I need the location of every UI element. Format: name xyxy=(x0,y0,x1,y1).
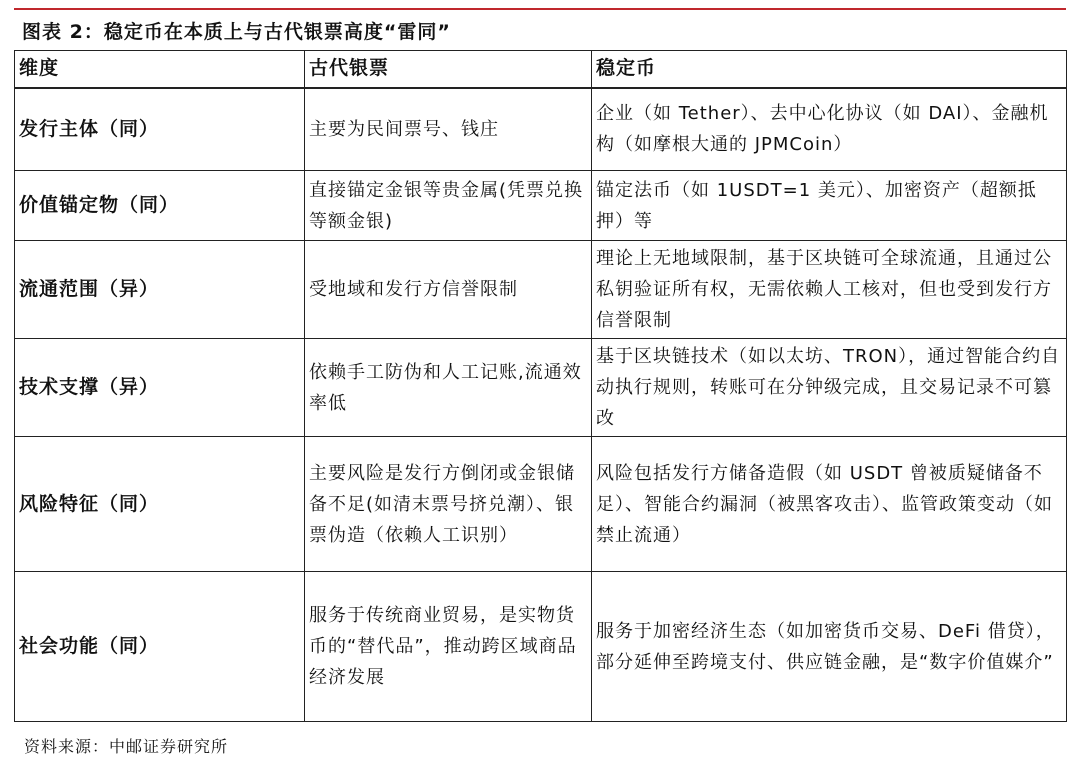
row-dimension: 流通范围（异） xyxy=(15,241,305,339)
row-dimension: 风险特征（同） xyxy=(15,437,305,572)
row-stablecoin-cell: 企业（如 Tether）、去中心化协议（如 DAI）、金融机构（如摩根大通的 JPMCoin） xyxy=(592,88,1067,171)
row-stablecoin-cell: 基于区块链技术（如以太坊、TRON），通过智能合约自动执行规则，转账可在分钟级完成，且交易记录不可篡改 xyxy=(592,339,1067,437)
header-dimension: 维度 xyxy=(15,51,305,88)
header-ancient-banknote: 古代银票 xyxy=(305,51,592,88)
row-stablecoin-cell: 理论上无地域限制，基于区块链可全球流通，且通过公私钥验证所有权，无需依赖人工核对，但也受到发行方信誉限制 xyxy=(592,241,1067,339)
header-stablecoin: 稳定币 xyxy=(592,51,1067,88)
table-header-row xyxy=(15,51,1067,88)
row-ancient-cell: 服务于传统商业贸易，是实物货币的“替代品”，推动跨区域商品经济发展 xyxy=(305,572,592,722)
row-ancient-cell: 直接锚定金银等贵金属(凭票兑换等额金银) xyxy=(305,171,592,241)
source-note: 资料来源：中邮证券研究所 xyxy=(24,737,229,756)
row-ancient-cell: 受地域和发行方信誉限制 xyxy=(305,241,592,339)
row-stablecoin-cell: 锚定法币（如 1USDT=1 美元）、加密资产（超额抵押）等 xyxy=(592,171,1067,241)
row-ancient-cell: 主要为民间票号、钱庄 xyxy=(305,88,592,171)
table-row xyxy=(15,171,1067,241)
row-stablecoin-cell: 风险包括发行方储备造假（如 USDT 曾被质疑储备不足）、智能合约漏洞（被黑客攻击）、监管政策变动（如禁止流通） xyxy=(592,437,1067,572)
table-row xyxy=(15,437,1067,572)
row-dimension: 社会功能（同） xyxy=(15,572,305,722)
row-ancient-cell: 依赖手工防伪和人工记账,流通效率低 xyxy=(305,339,592,437)
table-row xyxy=(15,339,1067,437)
row-dimension: 技术支撑（异） xyxy=(15,339,305,437)
row-ancient-cell: 主要风险是发行方倒闭或金银储备不足(如清末票号挤兑潮）、银票伪造（依赖人工识别） xyxy=(305,437,592,572)
top-rule xyxy=(14,8,1066,10)
table-row xyxy=(15,241,1067,339)
row-dimension: 发行主体（同） xyxy=(15,88,305,171)
comparison-table xyxy=(14,50,1067,722)
table-row xyxy=(15,572,1067,722)
figure-caption: 图表 2：稳定币在本质上与古代银票高度“雷同” xyxy=(22,21,451,43)
table-row xyxy=(15,88,1067,171)
row-stablecoin-cell: 服务于加密经济生态（如加密货币交易、DeFi 借贷），部分延伸至跨境支付、供应链金融，是“数字价值媒介” xyxy=(592,572,1067,722)
row-dimension: 价值锚定物（同） xyxy=(15,171,305,241)
